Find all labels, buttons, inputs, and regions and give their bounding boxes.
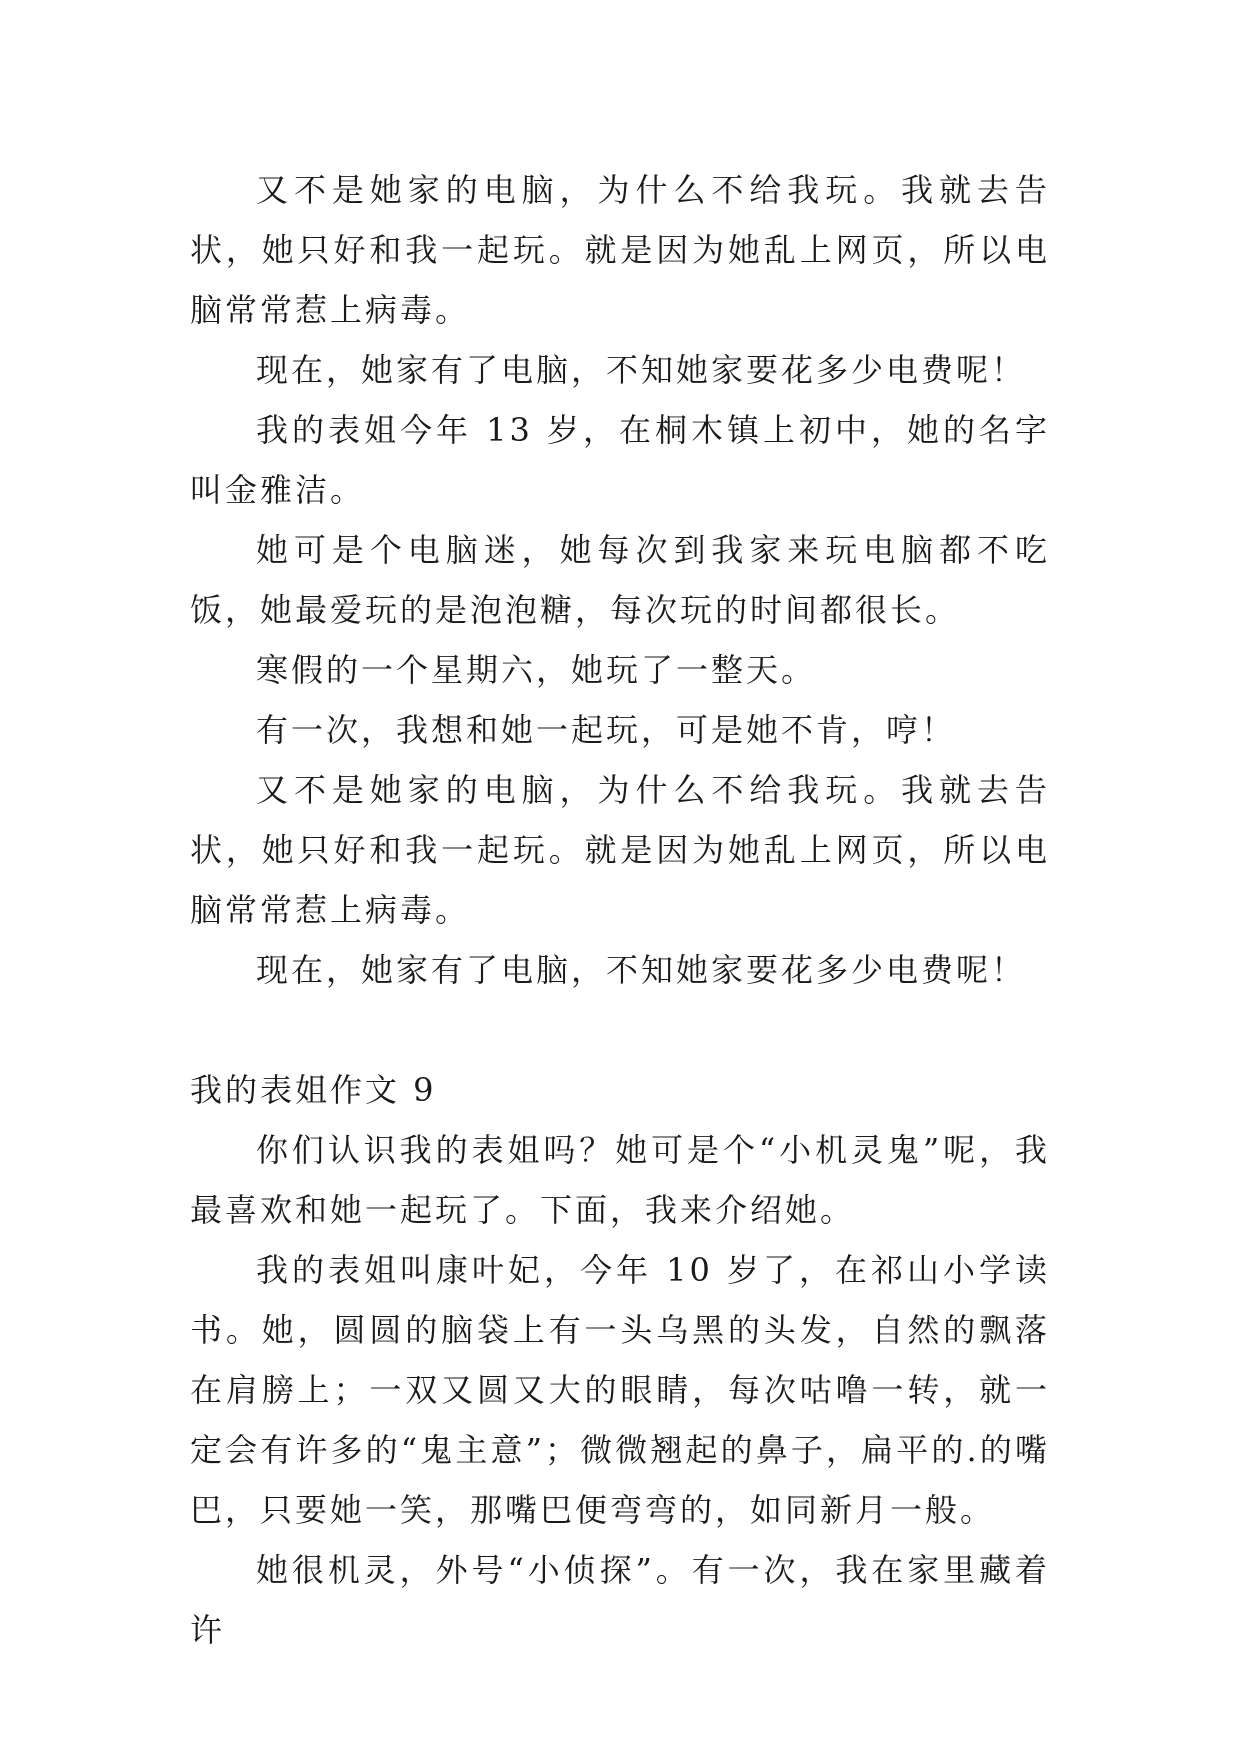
document-page [190, 160, 1050, 1660]
paragraph: 现在，她家有了电脑，不知她家要花多少电费呢！ [256, 951, 1027, 989]
paragraph: 她可是个电脑迷，她每次到我家来玩电脑都不吃饭，她最爱玩的是泡泡糖，每次玩的时间都很长。 [190, 531, 1050, 629]
section-title: 我的表姐作文 9 [190, 1071, 437, 1109]
paragraph: 我的表姐叫康叶妃，今年 10 岁了，在祁山小学读书。她，圆圆的脑袋上有一头乌黑的头发，自然的飘落在肩膀上；一双又圆又大的眼睛，每次咕噜一转，就一定会有许多的“鬼主意”；微微翘起的鼻子，扁平的.的嘴巴，只要她一笑，那嘴巴便弯弯的，如同新月一般。 [190, 1251, 1050, 1529]
paragraph: 她很机灵，外号“小侦探”。有一次，我在家里藏着许 [190, 1551, 1050, 1649]
paragraph: 又不是她家的电脑，为什么不给我玩。我就去告状，她只好和我一起玩。就是因为她乱上网页，所以电脑常常惹上病毒。 [190, 171, 1050, 329]
paragraph: 有一次，我想和她一起玩，可是她不肯，哼！ [256, 711, 957, 749]
paragraph: 又不是她家的电脑，为什么不给我玩。我就去告状，她只好和我一起玩。就是因为她乱上网页，所以电脑常常惹上病毒。 [190, 771, 1050, 929]
paragraph: 现在，她家有了电脑，不知她家要花多少电费呢！ [256, 351, 1027, 389]
paragraph: 我的表姐今年 13 岁，在桐木镇上初中，她的名字叫金雅洁。 [190, 411, 1050, 509]
paragraph: 寒假的一个星期六，她玩了一整天。 [256, 651, 817, 689]
paragraph: 你们认识我的表姐吗？她可是个“小机灵鬼”呢，我最喜欢和她一起玩了。下面，我来介绍她。 [190, 1131, 1050, 1229]
